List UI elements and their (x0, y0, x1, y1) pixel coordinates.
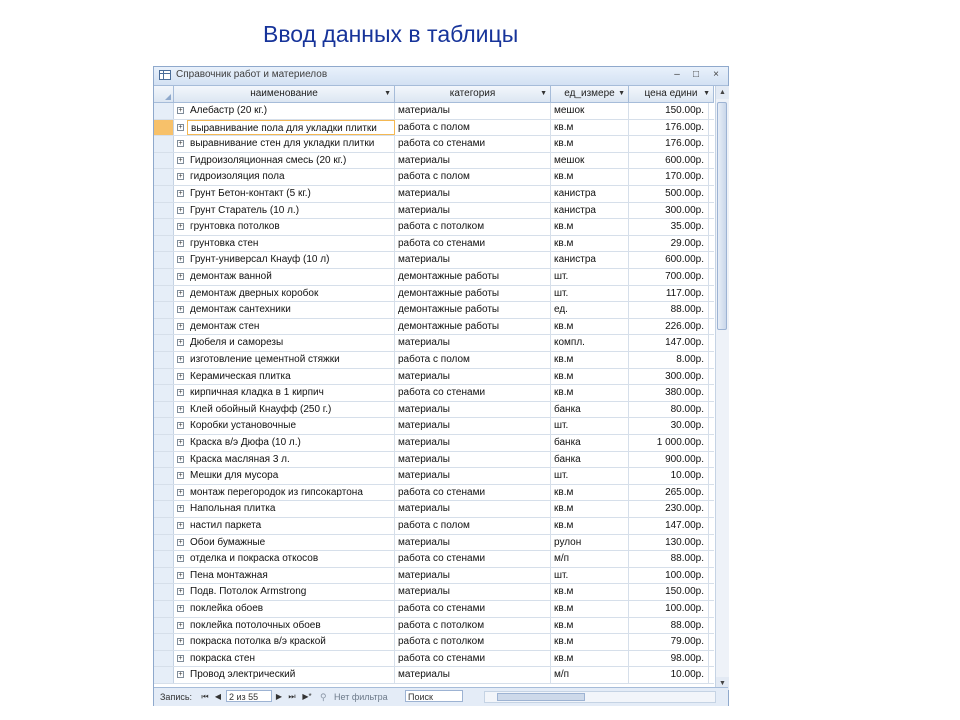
price-cell[interactable]: 600.00р. (629, 252, 709, 268)
record-selector[interactable] (154, 186, 174, 202)
expand-icon[interactable]: + (178, 289, 183, 297)
expand-icon[interactable]: + (178, 621, 183, 629)
name-cell[interactable]: Гидроизоляционная смесь (20 кг.) (187, 153, 395, 169)
scroll-up-icon[interactable]: ▲ (716, 86, 729, 99)
expand-icon[interactable]: + (178, 505, 183, 513)
category-cell[interactable]: работа с полом (395, 120, 551, 136)
table-row[interactable] (154, 385, 714, 402)
unit-cell[interactable]: м/п (551, 667, 629, 683)
price-cell[interactable]: 8.00р. (629, 352, 709, 368)
datasheet-grid (154, 86, 714, 686)
horizontal-scrollbar[interactable] (484, 691, 716, 703)
record-selector[interactable] (154, 286, 174, 302)
record-position-input[interactable]: 2 из 55 (226, 690, 272, 702)
expand-icon[interactable]: + (178, 671, 183, 679)
table-row[interactable] (154, 103, 714, 120)
record-selector[interactable] (154, 601, 174, 617)
expand-icon[interactable]: + (178, 555, 183, 563)
unit-cell[interactable]: мешок (551, 153, 629, 169)
filter-dropdown-icon[interactable]: ▼ (384, 90, 391, 97)
price-cell[interactable]: 226.00р. (629, 319, 709, 335)
price-cell[interactable]: 300.00р. (629, 369, 709, 385)
category-cell[interactable]: работа со стенами (395, 136, 551, 152)
name-cell[interactable]: покраска стен (187, 651, 395, 667)
next-record-button[interactable]: ▶ (275, 692, 283, 701)
expand-icon[interactable]: + (178, 372, 183, 380)
category-cell[interactable]: материалы (395, 203, 551, 219)
table-row[interactable] (154, 302, 714, 319)
record-selector[interactable] (154, 302, 174, 318)
price-cell[interactable]: 10.00р. (629, 468, 709, 484)
unit-cell[interactable]: кв.м (551, 319, 629, 335)
expand-icon[interactable]: + (178, 306, 183, 314)
column-header-unit[interactable] (551, 86, 629, 102)
name-cell[interactable]: монтаж перегородок из гипсокартона (187, 485, 395, 501)
filter-icon[interactable]: ⚲ (320, 692, 327, 702)
category-cell[interactable]: демонтажные работы (395, 302, 551, 318)
price-cell[interactable]: 170.00р. (629, 169, 709, 185)
horizontal-scrollbar-thumb[interactable] (497, 693, 585, 701)
table-window (153, 66, 729, 706)
expand-icon[interactable]: + (178, 654, 183, 662)
record-selector[interactable] (154, 468, 174, 484)
price-cell[interactable]: 150.00р. (629, 103, 709, 119)
record-selector[interactable] (154, 169, 174, 185)
expand-icon[interactable]: + (178, 156, 183, 164)
name-cell[interactable]: гидроизоляция пола (187, 169, 395, 185)
name-cell[interactable]: Клей обойный Кнауфф (250 г.) (187, 402, 395, 418)
category-cell[interactable]: работа с полом (395, 518, 551, 534)
unit-cell[interactable]: кв.м (551, 352, 629, 368)
unit-cell[interactable]: ед. (551, 302, 629, 318)
price-cell[interactable]: 176.00р. (629, 136, 709, 152)
expand-icon[interactable]: + (178, 488, 183, 496)
price-cell[interactable]: 380.00р. (629, 385, 709, 401)
expand-icon[interactable]: + (178, 206, 183, 214)
price-cell[interactable]: 10.00р. (629, 667, 709, 683)
table-row[interactable] (154, 584, 714, 601)
category-cell[interactable]: материалы (395, 501, 551, 517)
record-selector[interactable] (154, 369, 174, 385)
name-cell[interactable]: демонтаж стен (187, 319, 395, 335)
price-cell[interactable]: 600.00р. (629, 153, 709, 169)
window-titlebar (154, 67, 728, 86)
name-cell[interactable]: Грунт-универсал Кнауф (10 л) (187, 252, 395, 268)
price-cell[interactable]: 900.00р. (629, 452, 709, 468)
category-cell[interactable]: работа с полом (395, 169, 551, 185)
expand-icon[interactable]: + (178, 322, 183, 330)
name-cell[interactable]: поклейка потолочных обоев (187, 618, 395, 634)
category-cell[interactable]: материалы (395, 153, 551, 169)
vertical-scrollbar[interactable] (715, 86, 729, 690)
name-cell[interactable]: Алебастр (20 кг.) (187, 103, 395, 119)
price-cell[interactable]: 700.00р. (629, 269, 709, 285)
table-row[interactable] (154, 269, 714, 286)
category-cell[interactable]: работа с потолком (395, 618, 551, 634)
unit-cell[interactable]: кв.м (551, 385, 629, 401)
record-selector[interactable] (154, 418, 174, 434)
table-row[interactable] (154, 186, 714, 203)
price-cell[interactable]: 29.00р. (629, 236, 709, 252)
table-row[interactable] (154, 568, 714, 585)
record-selector[interactable] (154, 618, 174, 634)
record-selector[interactable] (154, 252, 174, 268)
category-cell[interactable]: работа со стенами (395, 485, 551, 501)
name-cell[interactable]: Обои бумажные (187, 535, 395, 551)
table-row[interactable] (154, 418, 714, 435)
name-cell[interactable]: Краска масляная 3 л. (187, 452, 395, 468)
record-selector[interactable] (154, 319, 174, 335)
name-cell[interactable]: грунтовка стен (187, 236, 395, 252)
expand-icon[interactable]: + (178, 123, 183, 131)
column-header-label: цена едини (644, 88, 698, 99)
record-selector[interactable] (154, 651, 174, 667)
category-cell[interactable]: работа со стенами (395, 651, 551, 667)
price-cell[interactable]: 500.00р. (629, 186, 709, 202)
name-cell[interactable]: Коробки установочные (187, 418, 395, 434)
unit-cell[interactable]: банка (551, 402, 629, 418)
price-cell[interactable]: 88.00р. (629, 551, 709, 567)
table-row[interactable] (154, 501, 714, 518)
expand-icon[interactable]: + (178, 571, 183, 579)
price-cell[interactable]: 80.00р. (629, 402, 709, 418)
unit-cell[interactable]: кв.м (551, 169, 629, 185)
price-cell[interactable]: 79.00р. (629, 634, 709, 650)
close-button[interactable]: × (713, 69, 719, 80)
table-row[interactable] (154, 435, 714, 452)
search-input[interactable]: Поиск (405, 690, 463, 702)
category-cell[interactable]: работа с полом (395, 352, 551, 368)
record-navigator (154, 687, 728, 706)
unit-cell[interactable]: шт. (551, 468, 629, 484)
unit-cell[interactable]: рулон (551, 535, 629, 551)
unit-cell[interactable]: канистра (551, 252, 629, 268)
price-cell[interactable]: 130.00р. (629, 535, 709, 551)
unit-cell[interactable]: шт. (551, 418, 629, 434)
name-cell[interactable]: поклейка обоев (187, 601, 395, 617)
table-row[interactable] (154, 352, 714, 369)
unit-cell[interactable]: шт. (551, 269, 629, 285)
category-cell[interactable]: работа со стенами (395, 551, 551, 567)
unit-cell[interactable]: канистра (551, 186, 629, 202)
table-row[interactable] (154, 634, 714, 651)
name-cell[interactable]: грунтовка потолков (187, 219, 395, 235)
unit-cell[interactable]: шт. (551, 568, 629, 584)
name-cell[interactable]: выравнивание стен для укладки плитки (187, 136, 395, 152)
category-cell[interactable]: материалы (395, 252, 551, 268)
name-cell[interactable]: Подв. Потолок Armstrong (187, 584, 395, 600)
price-cell[interactable]: 98.00р. (629, 651, 709, 667)
name-cell[interactable]: демонтаж дверных коробок (187, 286, 395, 302)
column-header-row (154, 86, 714, 103)
name-cell[interactable]: демонтаж сантехники (187, 302, 395, 318)
name-cell[interactable]: настил паркета (187, 518, 395, 534)
category-cell[interactable]: материалы (395, 186, 551, 202)
price-cell[interactable]: 88.00р. (629, 302, 709, 318)
unit-cell[interactable]: кв.м (551, 219, 629, 235)
price-cell[interactable]: 147.00р. (629, 335, 709, 351)
price-cell[interactable]: 30.00р. (629, 418, 709, 434)
price-cell[interactable]: 100.00р. (629, 601, 709, 617)
filter-dropdown-icon[interactable]: ▼ (540, 90, 547, 97)
category-cell[interactable]: демонтажные работы (395, 319, 551, 335)
column-header-category[interactable] (395, 86, 551, 102)
table-row[interactable] (154, 153, 714, 170)
category-cell[interactable]: работа с потолком (395, 634, 551, 650)
expand-icon[interactable]: + (178, 405, 183, 413)
table-row[interactable] (154, 651, 714, 668)
record-selector[interactable] (154, 452, 174, 468)
name-cell[interactable]: Грунт Бетон-контакт (5 кг.) (187, 186, 395, 202)
table-row[interactable] (154, 485, 714, 502)
category-cell[interactable]: материалы (395, 468, 551, 484)
name-cell[interactable]: кирпичная кладка в 1 кирпич (187, 385, 395, 401)
unit-cell[interactable]: м/п (551, 551, 629, 567)
name-cell[interactable]: Краска в/э Дюфа (10 л.) (187, 435, 395, 451)
select-all-button[interactable] (154, 86, 174, 102)
record-selector[interactable] (154, 667, 174, 683)
category-cell[interactable]: материалы (395, 452, 551, 468)
expand-icon[interactable]: + (178, 638, 183, 646)
unit-cell[interactable]: кв.м (551, 120, 629, 136)
record-selector[interactable] (154, 136, 174, 152)
record-selector[interactable] (154, 335, 174, 351)
record-selector[interactable] (154, 568, 174, 584)
table-row[interactable] (154, 252, 714, 269)
price-cell[interactable]: 150.00р. (629, 584, 709, 600)
table-row[interactable] (154, 203, 714, 220)
record-selector[interactable] (154, 219, 174, 235)
price-cell[interactable]: 230.00р. (629, 501, 709, 517)
table-row[interactable] (154, 136, 714, 153)
expand-icon[interactable]: + (178, 356, 183, 363)
table-row[interactable] (154, 452, 714, 469)
category-cell[interactable]: материалы (395, 667, 551, 683)
expand-icon[interactable]: + (178, 140, 183, 148)
column-header-label: наименование (250, 88, 318, 99)
category-cell[interactable]: демонтажные работы (395, 286, 551, 302)
unit-cell[interactable]: компл. (551, 335, 629, 351)
unit-cell[interactable]: кв.м (551, 501, 629, 517)
name-cell[interactable]: Пена монтажная (187, 568, 395, 584)
minimize-button[interactable]: – (674, 69, 680, 80)
filter-status[interactable]: Нет фильтра (334, 692, 388, 702)
maximize-button[interactable]: □ (692, 69, 700, 80)
table-row[interactable] (154, 618, 714, 635)
name-cell[interactable]: выравнивание пола для укладки плитки (187, 120, 395, 136)
name-cell[interactable]: демонтаж ванной (187, 269, 395, 285)
unit-cell[interactable]: мешок (551, 103, 629, 119)
expand-icon[interactable]: + (178, 256, 183, 264)
name-cell[interactable]: Провод электрический (187, 667, 395, 683)
record-selector[interactable] (154, 385, 174, 401)
price-cell[interactable]: 300.00р. (629, 203, 709, 219)
price-cell[interactable]: 88.00р. (629, 618, 709, 634)
unit-cell[interactable]: банка (551, 452, 629, 468)
price-cell[interactable]: 1 000.00р. (629, 435, 709, 451)
unit-cell[interactable]: кв.м (551, 651, 629, 667)
name-cell[interactable]: покраска потолка в/э краской (187, 634, 395, 650)
column-header-label: ед_измере (564, 88, 615, 99)
record-selector[interactable] (154, 584, 174, 600)
price-cell[interactable]: 117.00р. (629, 286, 709, 302)
column-header-price[interactable] (629, 86, 714, 102)
price-cell[interactable]: 100.00р. (629, 568, 709, 584)
record-selector[interactable] (154, 120, 174, 136)
name-cell[interactable]: Дюбеля и саморезы (187, 335, 395, 351)
category-cell[interactable]: работа со стенами (395, 601, 551, 617)
record-selector[interactable] (154, 535, 174, 551)
record-selector[interactable] (154, 269, 174, 285)
expand-icon[interactable]: + (178, 389, 183, 397)
expand-icon[interactable]: + (178, 605, 183, 612)
scrollbar-thumb[interactable] (717, 102, 727, 330)
expand-icon[interactable]: + (178, 273, 183, 280)
table-row[interactable] (154, 120, 714, 137)
expand-icon[interactable]: + (178, 223, 183, 231)
column-header-name[interactable] (174, 86, 395, 102)
new-record-button[interactable]: ▶* (302, 692, 312, 701)
slide-title: Ввод данных в таблицы (263, 21, 519, 47)
name-cell[interactable]: Мешки для мусора (187, 468, 395, 484)
table-row[interactable] (154, 369, 714, 386)
last-record-button[interactable]: ⏭ (288, 692, 296, 701)
unit-cell[interactable]: кв.м (551, 485, 629, 501)
record-selector[interactable] (154, 634, 174, 650)
name-cell[interactable]: изготовление цементной стяжки (187, 352, 395, 368)
table-row[interactable] (154, 335, 714, 352)
category-cell[interactable]: материалы (395, 418, 551, 434)
table-row[interactable] (154, 551, 714, 568)
price-cell[interactable]: 35.00р. (629, 219, 709, 235)
record-selector[interactable] (154, 501, 174, 517)
record-selector[interactable] (154, 485, 174, 501)
table-row[interactable] (154, 319, 714, 336)
category-cell[interactable]: работа со стенами (395, 385, 551, 401)
price-cell[interactable]: 265.00р. (629, 485, 709, 501)
prev-record-button[interactable]: ◀ (214, 692, 222, 701)
expand-icon[interactable]: + (178, 107, 183, 114)
unit-cell[interactable]: кв.м (551, 618, 629, 634)
expand-icon[interactable]: + (178, 522, 183, 529)
name-cell[interactable]: Напольная плитка (187, 501, 395, 517)
category-cell[interactable]: материалы (395, 335, 551, 351)
table-icon (159, 70, 171, 80)
unit-cell[interactable]: кв.м (551, 584, 629, 600)
category-cell[interactable]: материалы (395, 103, 551, 119)
unit-cell[interactable]: кв.м (551, 236, 629, 252)
filter-dropdown-icon[interactable]: ▼ (618, 90, 625, 97)
unit-cell[interactable]: канистра (551, 203, 629, 219)
filter-dropdown-icon[interactable]: ▼ (703, 90, 710, 97)
window-title: Справочник работ и материелов (176, 69, 328, 80)
expand-icon[interactable]: + (178, 439, 183, 446)
expand-icon[interactable]: + (178, 472, 183, 480)
category-cell[interactable]: работа с потолком (395, 219, 551, 235)
category-cell[interactable]: материалы (395, 568, 551, 584)
category-cell[interactable]: работа со стенами (395, 236, 551, 252)
expand-icon[interactable]: + (178, 339, 183, 347)
category-cell[interactable]: материалы (395, 584, 551, 600)
record-selector[interactable] (154, 153, 174, 169)
category-cell[interactable]: материалы (395, 435, 551, 451)
table-row[interactable] (154, 169, 714, 186)
record-selector[interactable] (154, 203, 174, 219)
unit-cell[interactable]: кв.м (551, 136, 629, 152)
expand-icon[interactable]: + (178, 239, 183, 247)
expand-icon[interactable]: + (178, 588, 183, 596)
first-record-button[interactable]: ⏮ (201, 692, 209, 701)
name-cell[interactable]: Керамическая плитка (187, 369, 395, 385)
record-selector[interactable] (154, 551, 174, 567)
category-cell[interactable]: материалы (395, 369, 551, 385)
expand-icon[interactable]: + (178, 173, 183, 181)
unit-cell[interactable]: шт. (551, 286, 629, 302)
scroll-down-icon[interactable]: ▼ (716, 677, 729, 690)
unit-cell[interactable]: кв.м (551, 518, 629, 534)
category-cell[interactable]: материалы (395, 402, 551, 418)
table-row[interactable] (154, 402, 714, 419)
record-selector[interactable] (154, 402, 174, 418)
price-cell[interactable]: 176.00р. (629, 120, 709, 136)
category-cell[interactable]: демонтажные работы (395, 269, 551, 285)
unit-cell[interactable]: банка (551, 435, 629, 451)
column-header-label: категория (449, 88, 496, 99)
record-selector[interactable] (154, 518, 174, 534)
table-row[interactable] (154, 535, 714, 552)
table-row[interactable] (154, 518, 714, 535)
record-label: Запись: (160, 692, 193, 702)
table-row[interactable] (154, 286, 714, 303)
table-row[interactable] (154, 219, 714, 236)
table-row[interactable] (154, 468, 714, 485)
unit-cell[interactable]: кв.м (551, 369, 629, 385)
table-row[interactable] (154, 236, 714, 253)
unit-cell[interactable]: кв.м (551, 634, 629, 650)
table-row[interactable] (154, 601, 714, 618)
record-selector[interactable] (154, 352, 174, 368)
table-row[interactable] (154, 667, 714, 684)
expand-icon[interactable]: + (178, 455, 183, 463)
name-cell[interactable]: Грунт Старатель (10 л.) (187, 203, 395, 219)
record-selector[interactable] (154, 435, 174, 451)
record-selector[interactable] (154, 103, 174, 119)
expand-icon[interactable]: + (178, 190, 183, 197)
name-cell[interactable]: отделка и покраска откосов (187, 551, 395, 567)
price-cell[interactable]: 147.00р. (629, 518, 709, 534)
expand-icon[interactable]: + (178, 422, 183, 430)
record-selector[interactable] (154, 236, 174, 252)
unit-cell[interactable]: кв.м (551, 601, 629, 617)
category-cell[interactable]: материалы (395, 535, 551, 551)
expand-icon[interactable]: + (178, 538, 183, 546)
